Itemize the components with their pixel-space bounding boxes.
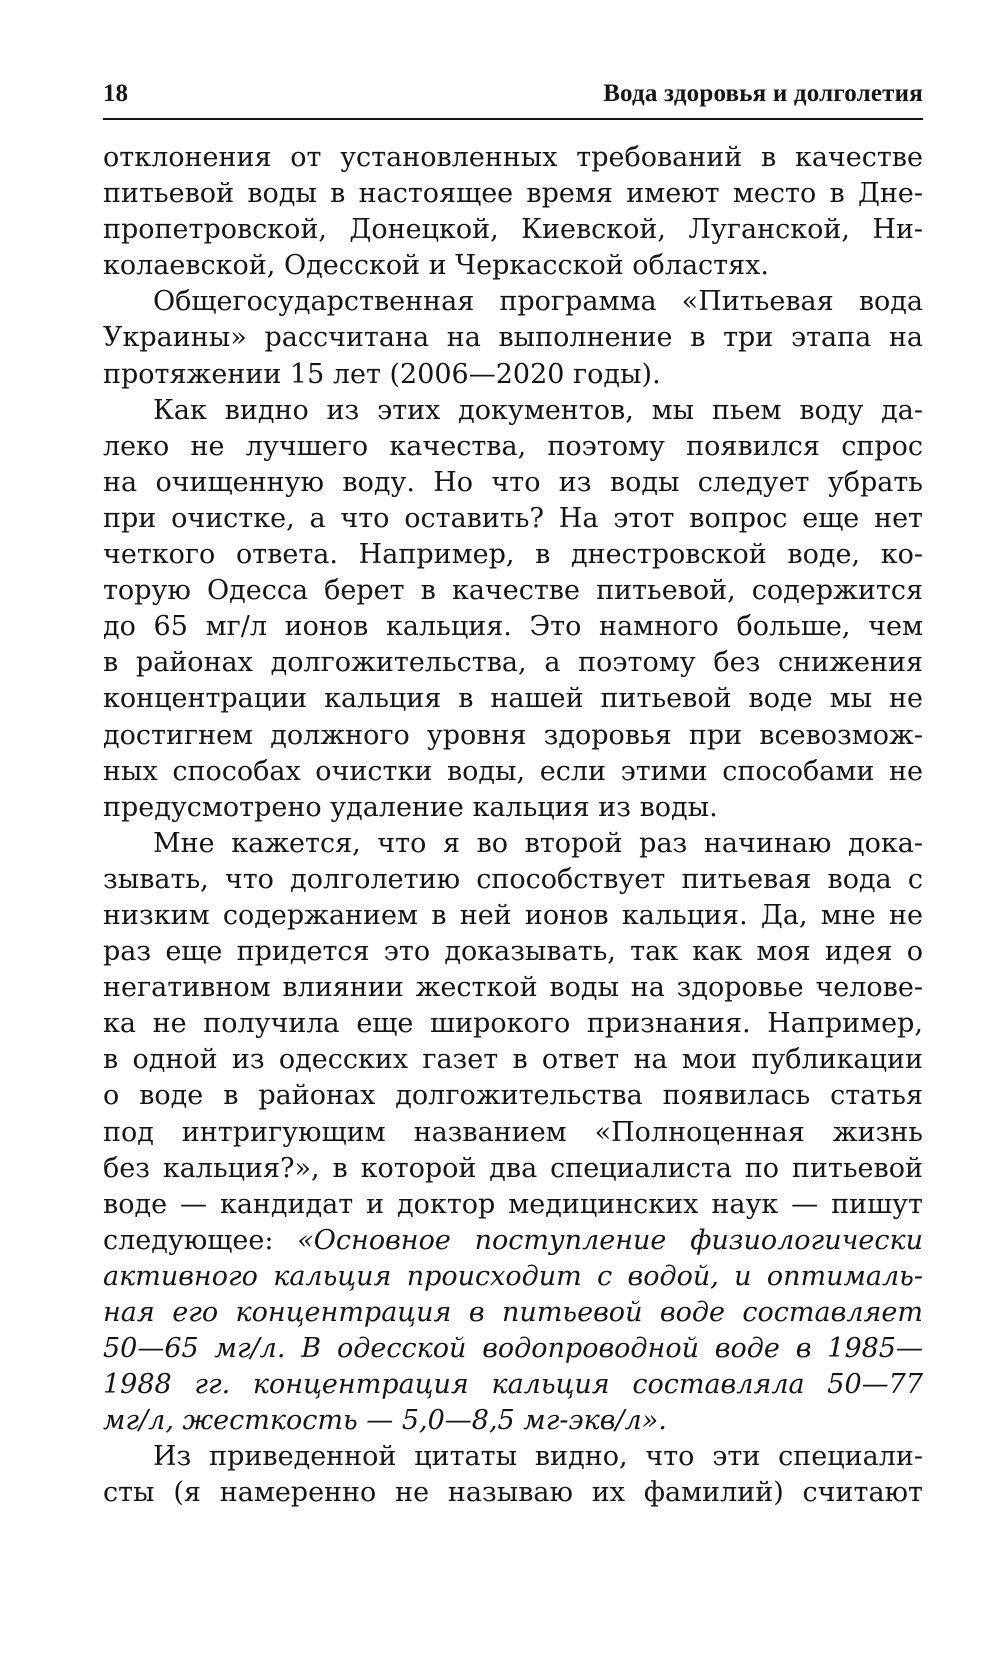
paragraph-2 — [103, 284, 923, 392]
quote-line: мг/л, жесткость — 5,0—8,5 мг-экв/л». — [103, 1405, 667, 1437]
running-head — [103, 74, 923, 114]
text-line-mixed — [103, 1223, 923, 1259]
text-line: низким содержанием в ней ионов кальция. Да, мне не — [103, 899, 923, 931]
text-line: в одной из одесских газет в ответ на мои публикации — [103, 1044, 923, 1076]
text-line: зывать, что долголетию способствует питьевая вода с — [103, 863, 923, 895]
text-line: под интригующим названием «Полноценная жизнь — [103, 1116, 923, 1148]
quote-line: 50—65 мг/л. В одесской водопроводной воде в 1985— — [103, 1333, 923, 1365]
text-line: Общегосударственная программа «Питьевая вода — [153, 286, 923, 318]
text-line: Украины» рассчитана на выполнение в три этапа на — [103, 322, 923, 354]
text-line: Из приведенной цитаты видно, что эти специали- — [153, 1441, 923, 1473]
text-line: сты (я намеренно не называю их фамилий) считают — [103, 1477, 923, 1509]
text-line: на очищенную воду. Но что из воды следует убрать — [103, 466, 923, 498]
text-line: в районах долгожительства, а поэтому без снижения — [103, 647, 923, 679]
text-line: ка не получила еще широкого признания. Например, — [103, 1008, 923, 1040]
quote-line: ная его концентрация в питьевой воде составляет — [103, 1297, 923, 1328]
text-line: колаевской, Одесской и Черкасской областях. — [103, 250, 769, 282]
text-line: Как видно из этих документов, мы пьем воду да- — [153, 394, 923, 426]
text-line: концентрации кальция в нашей питьевой воде мы не — [103, 683, 923, 715]
text-line: торую Одесса берет в качестве питьевой, содержится — [103, 575, 923, 607]
page-number: 18 — [103, 80, 128, 107]
text-line: воде — кандидат и доктор медицинских наук — пишут — [103, 1188, 923, 1220]
paragraph-1 — [103, 140, 923, 284]
header-rule — [103, 118, 923, 120]
text-line: предусмотрено удаление кальция из воды. — [103, 791, 718, 823]
body-text — [103, 140, 923, 1512]
quote-line: активного кальция происходит с водой, и оптималь- — [103, 1260, 923, 1292]
quote-line: 1988 гг. концентрация кальция составляла 50—77 — [103, 1369, 923, 1401]
text-line: раз еще придется это доказывать, так как моя идея о — [103, 936, 923, 968]
text-line: до 65 мг/л ионов кальция. Это намного больше, чем — [103, 611, 923, 643]
text-line: негативном влиянии жесткой воды на здоровье челове- — [103, 972, 923, 1004]
text-line: пропетровской, Донецкой, Киевской, Луганской, Ни- — [103, 214, 923, 246]
text-line: четкого ответа. Например, в днестровской воде, ко- — [103, 539, 923, 571]
paragraph-5 — [103, 1439, 923, 1511]
text-line: ных способах очистки воды, если этими способами не — [103, 755, 923, 787]
text-line: протяжении 15 лет (2006—2020 годы). — [103, 358, 661, 390]
running-title: Вода здоровья и долголетия — [603, 80, 923, 107]
text-line: Мне кажется, что я во второй раз начинаю дока- — [153, 827, 923, 859]
text-line: при очистке, а что оставить? На этот вопрос еще нет — [103, 502, 923, 534]
text-roman-part: следующее: — [103, 1224, 298, 1256]
text-line: отклонения от установленных требований в качестве — [103, 142, 923, 173]
paragraph-3 — [103, 393, 923, 826]
text-line: питьевой воды в настоящее время имеют место в Дне- — [103, 178, 923, 210]
text-line: о воде в районах долгожительства появилась статья — [103, 1080, 923, 1112]
text-line: леко не лучшего качества, поэтому появился спрос — [103, 430, 923, 462]
text-line: достигнем должного уровня здоровья при всевозмож- — [103, 719, 923, 751]
text-line: без кальция?», в которой два специалиста по питьевой — [103, 1152, 923, 1184]
paragraph-4 — [103, 826, 923, 1440]
quote-start: «Основное поступление физиологически — [297, 1224, 923, 1256]
